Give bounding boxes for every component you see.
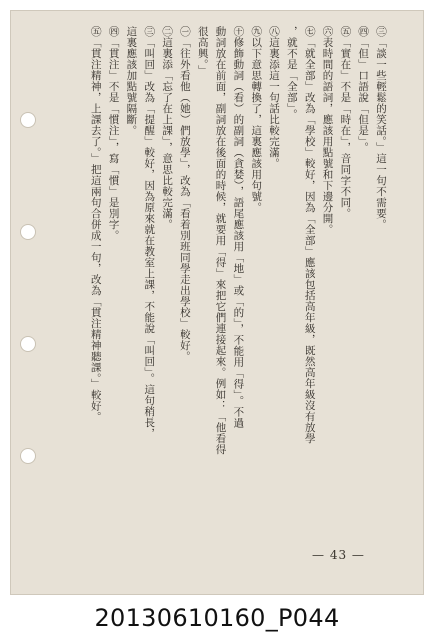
text-column: ㊃「但」口語說「但是」。 — [357, 26, 370, 153]
text-column: 很高興。」 — [196, 26, 209, 76]
text-column: ㊀「往外看他（她）們放學」，改為「看着別班同學走出學校」較好。 — [178, 26, 191, 362]
text-column: ㊉修飾動詞（看）的副詞（貪婪），語尾應該用「地」或「的」，不能用「得」。不過 — [232, 26, 245, 429]
text-column: 動詞放在前面，副詞放在後面的時候，就要用「得」來把它們連接起來。例如：「他看得 — [214, 26, 227, 455]
text-column: 這裏應該加點號隔斷。 — [125, 26, 138, 136]
text-column: ㊈以下意思轉換了，這裏應該用句號。 — [250, 26, 263, 213]
vertical-text-body — [88, 26, 388, 541]
binder-hole — [20, 224, 36, 240]
text-column: ㊁這裏添「忘了在上課」，意思比較完滿。 — [161, 26, 174, 230]
binder-hole — [20, 336, 36, 352]
image-caption: 20130610160_P044 — [94, 604, 340, 632]
text-column: ㊂「談一些輕鬆的笑話。」這一句不需要。 — [375, 26, 387, 230]
text-column: ㊂「叫回」改為「提醒」較好，因為原來就在教室上課，不能說「叫回」。這句稍長， — [143, 26, 156, 439]
page-number: — 43 — — [312, 548, 365, 562]
text-column: ㊅表時間的語詞，應該用點號和下邊分開。 — [321, 26, 334, 235]
text-column: ㊃「貫注」不是「慣注」，寫「慣」是別字。 — [107, 26, 120, 241]
text-column: ㊄「貫注精神，上課去了。」把這兩句合併成一句，改為「貫注精神聽課。」較好。 — [89, 26, 102, 423]
text-column: ㊇這裏添這一句話比較完滿。 — [268, 26, 281, 169]
text-column: ㊆「就全部」改為「學校」較好，因為「全部」應該包括高年級，既然高年級沒有放學 — [303, 26, 316, 444]
text-column: ㊄「實在」不是「時在」，音同字不同。 — [339, 26, 352, 219]
binder-hole — [20, 448, 36, 464]
text-column: ，就不是「全部」。 — [285, 26, 298, 120]
binder-hole — [20, 112, 36, 128]
